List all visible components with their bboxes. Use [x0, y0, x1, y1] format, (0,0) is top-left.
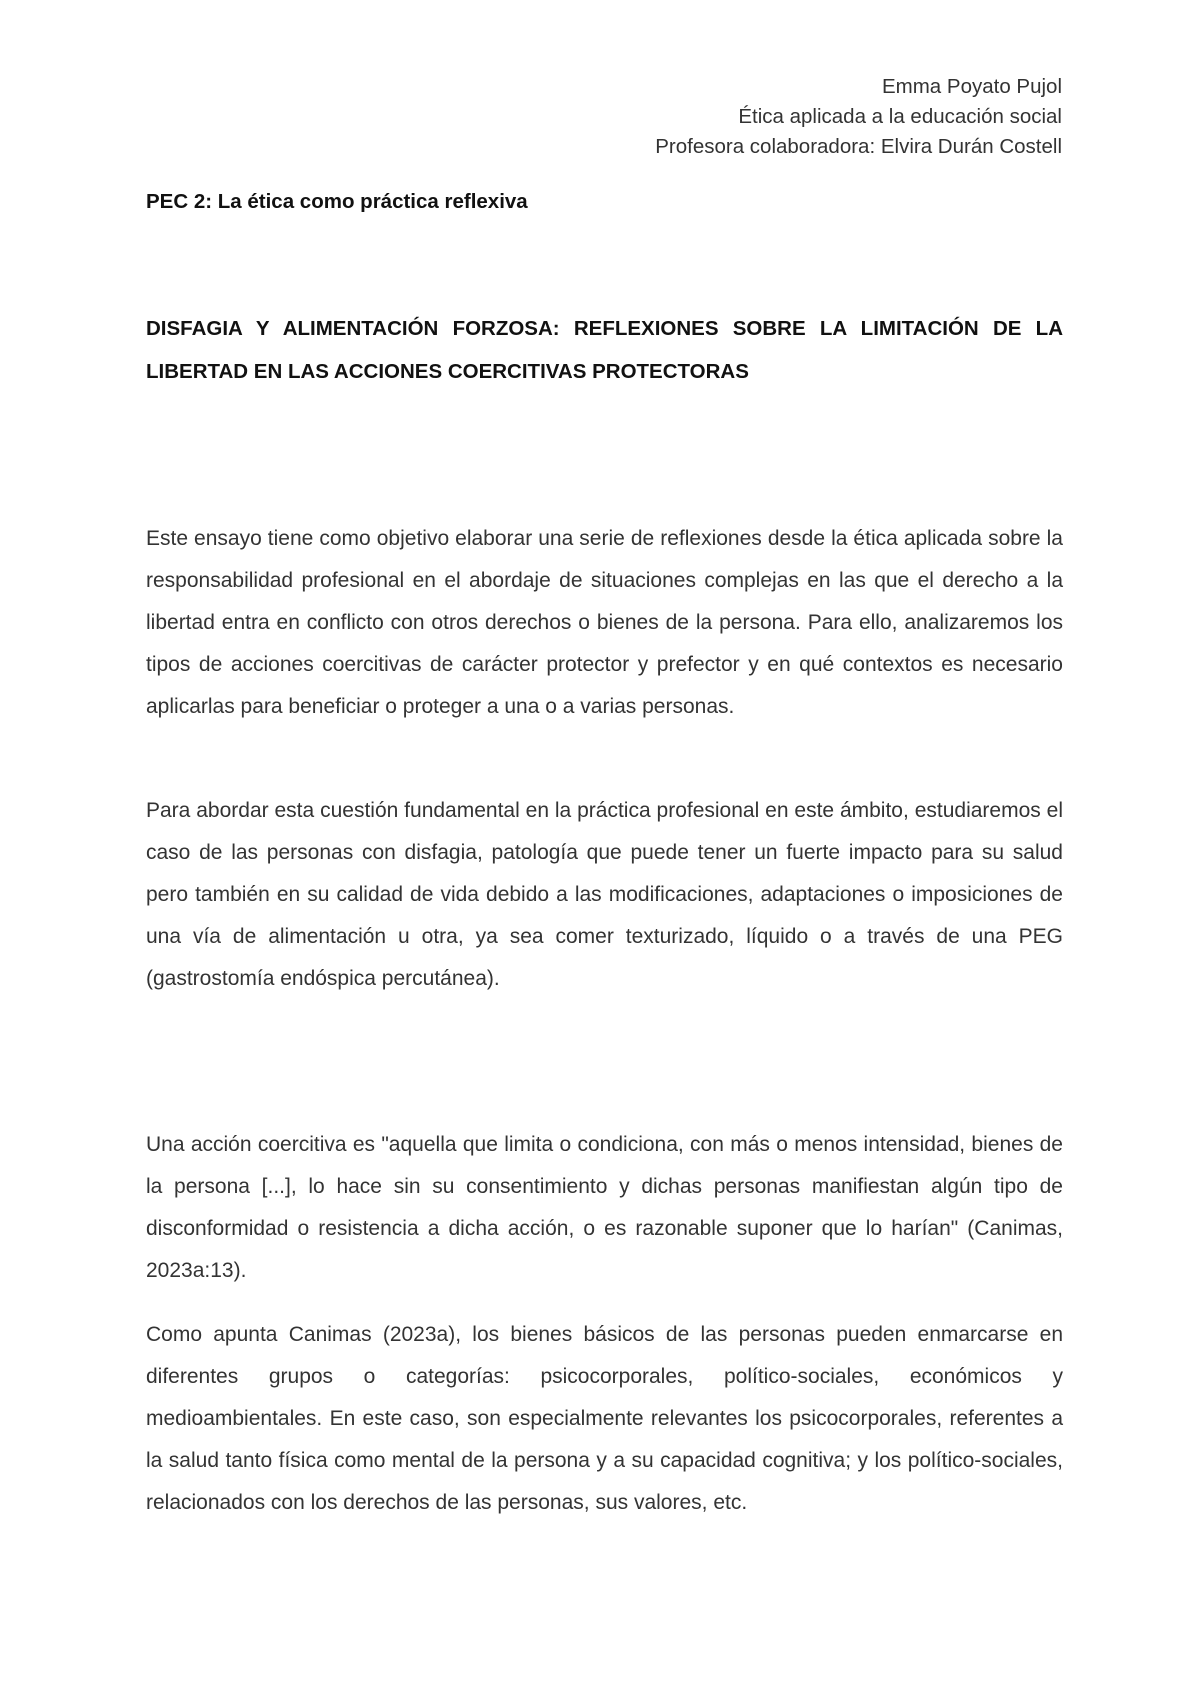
document-header — [655, 72, 1062, 162]
body-paragraph: Una acción coercitiva es "aquella que limita o condiciona, con más o menos intensidad, bienes de la persona [...], lo hace sin su consentimiento y dichas personas manifiestan algún tipo de disconformidad o resistencia a dicha acción, o es razonable suponer que lo harían" (Canimas, 2023a:13). — [146, 1133, 1063, 1282]
assignment-title: PEC 2: La ética como práctica reflexiva — [146, 190, 528, 213]
essay-title: DISFAGIA Y ALIMENTACIÓN FORZOSA: REFLEXIONES SOBRE LA LIMITACIÓN DE LA LIBERTAD EN LAS ACCIONES COERCITIVAS PROTECTORAS — [146, 317, 1063, 383]
course-name: Ética aplicada a la educación social — [738, 105, 1062, 128]
body-paragraph: Para abordar esta cuestión fundamental en la práctica profesional en este ámbito, estudiaremos el caso de las personas con disfagia, patología que puede tener un fuerte impacto para su salud pero también en su calidad de vida debido a las modificaciones, adaptaciones o imposiciones de una vía de alimentación u otra, ya sea comer texturizado, líquido o a través de una PEG (gastrostomía endóspica percutánea). — [146, 799, 1063, 990]
body-paragraph: Como apunta Canimas (2023a), los bienes básicos de las personas pueden enmarcarse en diferentes grupos o categorías: psicocorporales, político-sociales, económicos y medioambientales. En este caso, son especialmente relevantes los psicocorporales, referentes a la salud tanto física como mental de la persona y a su capacidad cognitiva; y los político-sociales, relacionados con los derechos de las personas, sus valores, etc. — [146, 1323, 1063, 1514]
professor-name: Profesora colaboradora: Elvira Durán Costell — [655, 135, 1062, 158]
author-name: Emma Poyato Pujol — [881, 75, 1062, 98]
body-paragraph: Este ensayo tiene como objetivo elaborar una serie de reflexiones desde la ética aplicada sobre la responsabilidad profesional en el abordaje de situaciones complejas en las que el derecho a la libertad entra en conflicto con otros derechos o bienes de la persona. Para ello, analizaremos los tipos de acciones coercitivas de carácter protector y prefector y en qué contextos es necesario aplicarlas para beneficiar o proteger a una o a varias personas. — [146, 527, 1063, 718]
